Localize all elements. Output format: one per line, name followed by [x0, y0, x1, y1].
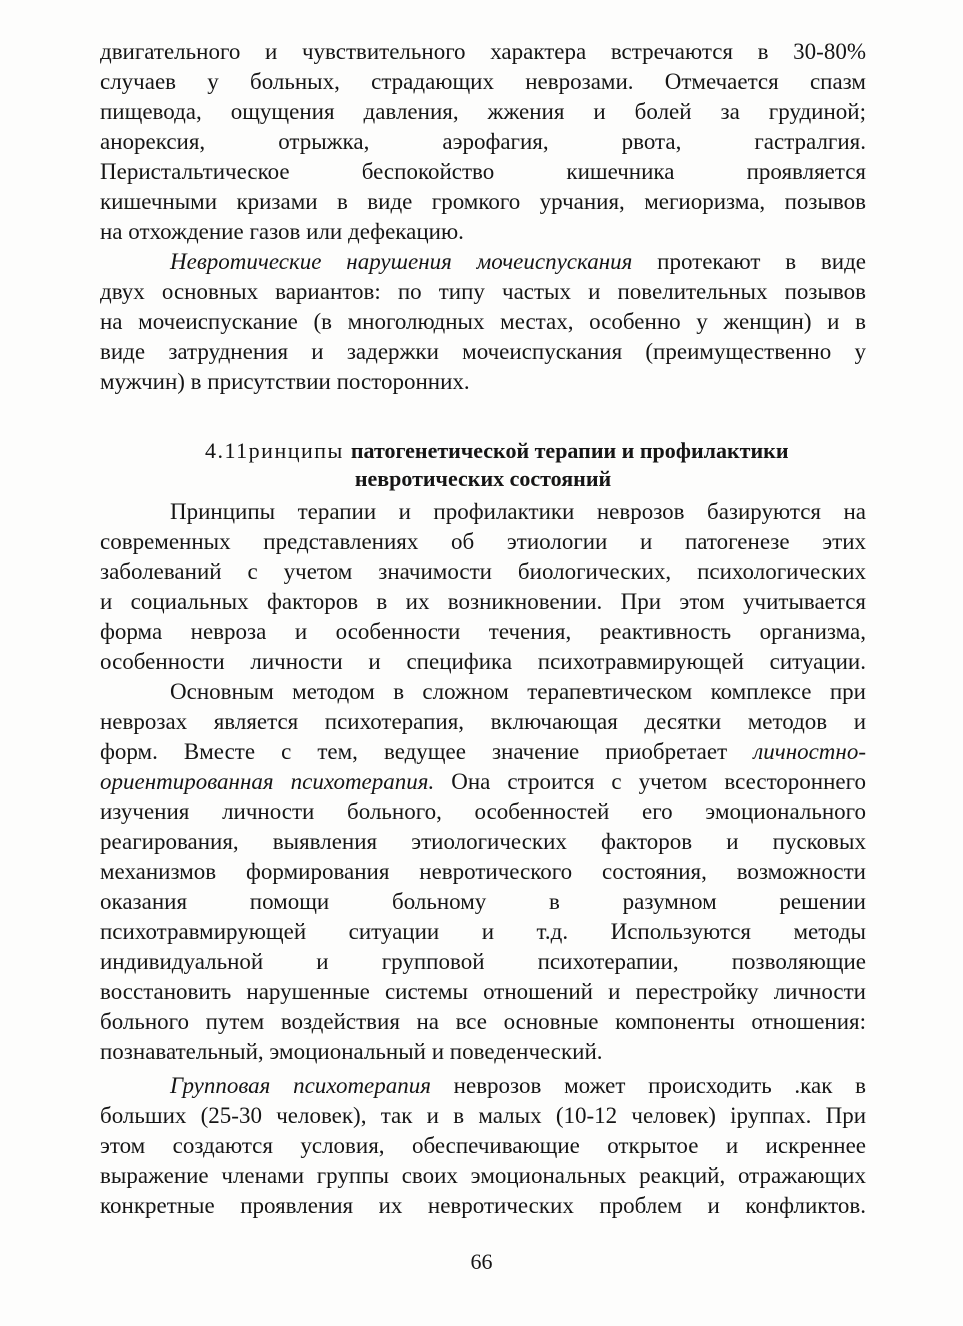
text-line: кишечными кризами в виде громкого урчания, мегиоризма, позывов	[100, 189, 866, 214]
text-line: случаев у больных, страдающих неврозами. Отмечается спазм	[100, 69, 866, 94]
text-line: неврозах является психотерапия, включающая десятки методов и	[100, 709, 866, 734]
text-line: двух основных вариантов: по типу частых и повелительных позывов	[100, 279, 866, 304]
text-fragment: Она строится с учетом всестороннего	[434, 769, 866, 794]
paragraph	[100, 497, 866, 677]
text-line: механизмов формирования невротического состояния, возможности	[100, 859, 866, 884]
text-line: и социальных факторов в их возникновении. При этом учитывается	[100, 589, 866, 614]
text-line: мужчин) в присутствии посторонних.	[100, 369, 470, 394]
text-block	[100, 37, 866, 1221]
text-line: оказания помощи больному в разумном решении	[100, 889, 866, 914]
text-line	[100, 247, 866, 277]
text-line: Перистальтическое беспокойство кишечника проявляется	[100, 159, 866, 184]
heading-line: невротических состояний	[354, 466, 612, 491]
text-line	[100, 767, 866, 797]
text-fragment: форм. Вместе с тем, ведущее значение приобретает	[100, 739, 754, 764]
text-line: изучения личности больного, особенностей его эмоционального	[100, 799, 866, 824]
paragraph	[100, 1071, 866, 1221]
text-line: пищевода, ощущения давления, жжения и болей за грудиной;	[100, 99, 866, 124]
text-line	[100, 737, 866, 767]
text-line: современных представлениях об этиологии и патогенезе этих	[100, 529, 866, 554]
text-line: Принципы терапии и профилактики неврозов базируются на	[170, 499, 866, 524]
text-line: Основным методом в сложном терапевтическом комплексе при	[170, 679, 866, 704]
italic-term: личностно-	[753, 739, 866, 764]
text-line: особенности личности и специфика психотравмирующей ситуации.	[100, 649, 866, 674]
text-line: реагирования, выявления этиологических факторов и пусковых	[100, 829, 866, 854]
text-line: индивидуальной и групповой психотерапии, позволяющие	[100, 949, 866, 974]
text-line: на мочеиспускание (в многолюдных местах, особенно у женщин) и в	[100, 309, 866, 334]
text-line: конкретные проявления их невротических проблем и конфликтов.	[100, 1193, 866, 1218]
heading-line	[100, 437, 866, 465]
paragraph	[100, 37, 866, 247]
text-line	[100, 1071, 866, 1101]
text-line: на отхождение газов или дефекацию.	[100, 219, 464, 244]
paragraph	[100, 247, 866, 397]
text-line: форма невроза и особенности течения, реактивность организма,	[100, 619, 866, 644]
italic-term: ориентированная психотерапия.	[100, 769, 435, 794]
page-number: 66	[470, 1249, 493, 1274]
text-line: виде затруднения и задержки мочеиспускания (преимущественно у	[100, 339, 866, 364]
italic-term: Групповая психотерапия	[170, 1073, 431, 1098]
text-fragment: протекают в виде	[632, 249, 866, 274]
heading-bold-text: патогенетической терапии и профилактики	[350, 438, 789, 463]
italic-term: Невротические нарушения мочеиспускания	[170, 249, 633, 274]
text-line: заболеваний с учетом значимости биологических, психологических	[100, 559, 866, 584]
text-line: выражение членами группы своих эмоциональных реакций, отражающих	[100, 1163, 866, 1188]
text-line: анорексия, отрыжка, аэрофагия, рвота, гастралгия.	[100, 129, 866, 154]
text-line: больного путем воздействия на все основные компоненты отношения:	[100, 1009, 866, 1034]
text-line: больших (25-30 человек), так и в малых (10-12 человек) іруппах. При	[100, 1103, 866, 1128]
text-line: психотравмирующей ситуации и т.д. Используются методы	[100, 919, 866, 944]
text-fragment: неврозов может происходить .как в	[430, 1073, 866, 1098]
text-line: этом создаются условия, обеспечивающие открытое и искреннее	[100, 1133, 866, 1158]
heading-prefix: 4.11ринципы	[205, 438, 351, 463]
text-line: двигательного и чувствительного характера встречаются в 30-80%	[100, 39, 866, 64]
paragraph	[100, 677, 866, 1067]
text-line: познавательный, эмоциональный и поведенческий.	[100, 1039, 603, 1064]
text-line: восстановить нарушенные системы отношений и перестройку личности	[100, 979, 866, 1004]
section-heading	[100, 437, 866, 493]
